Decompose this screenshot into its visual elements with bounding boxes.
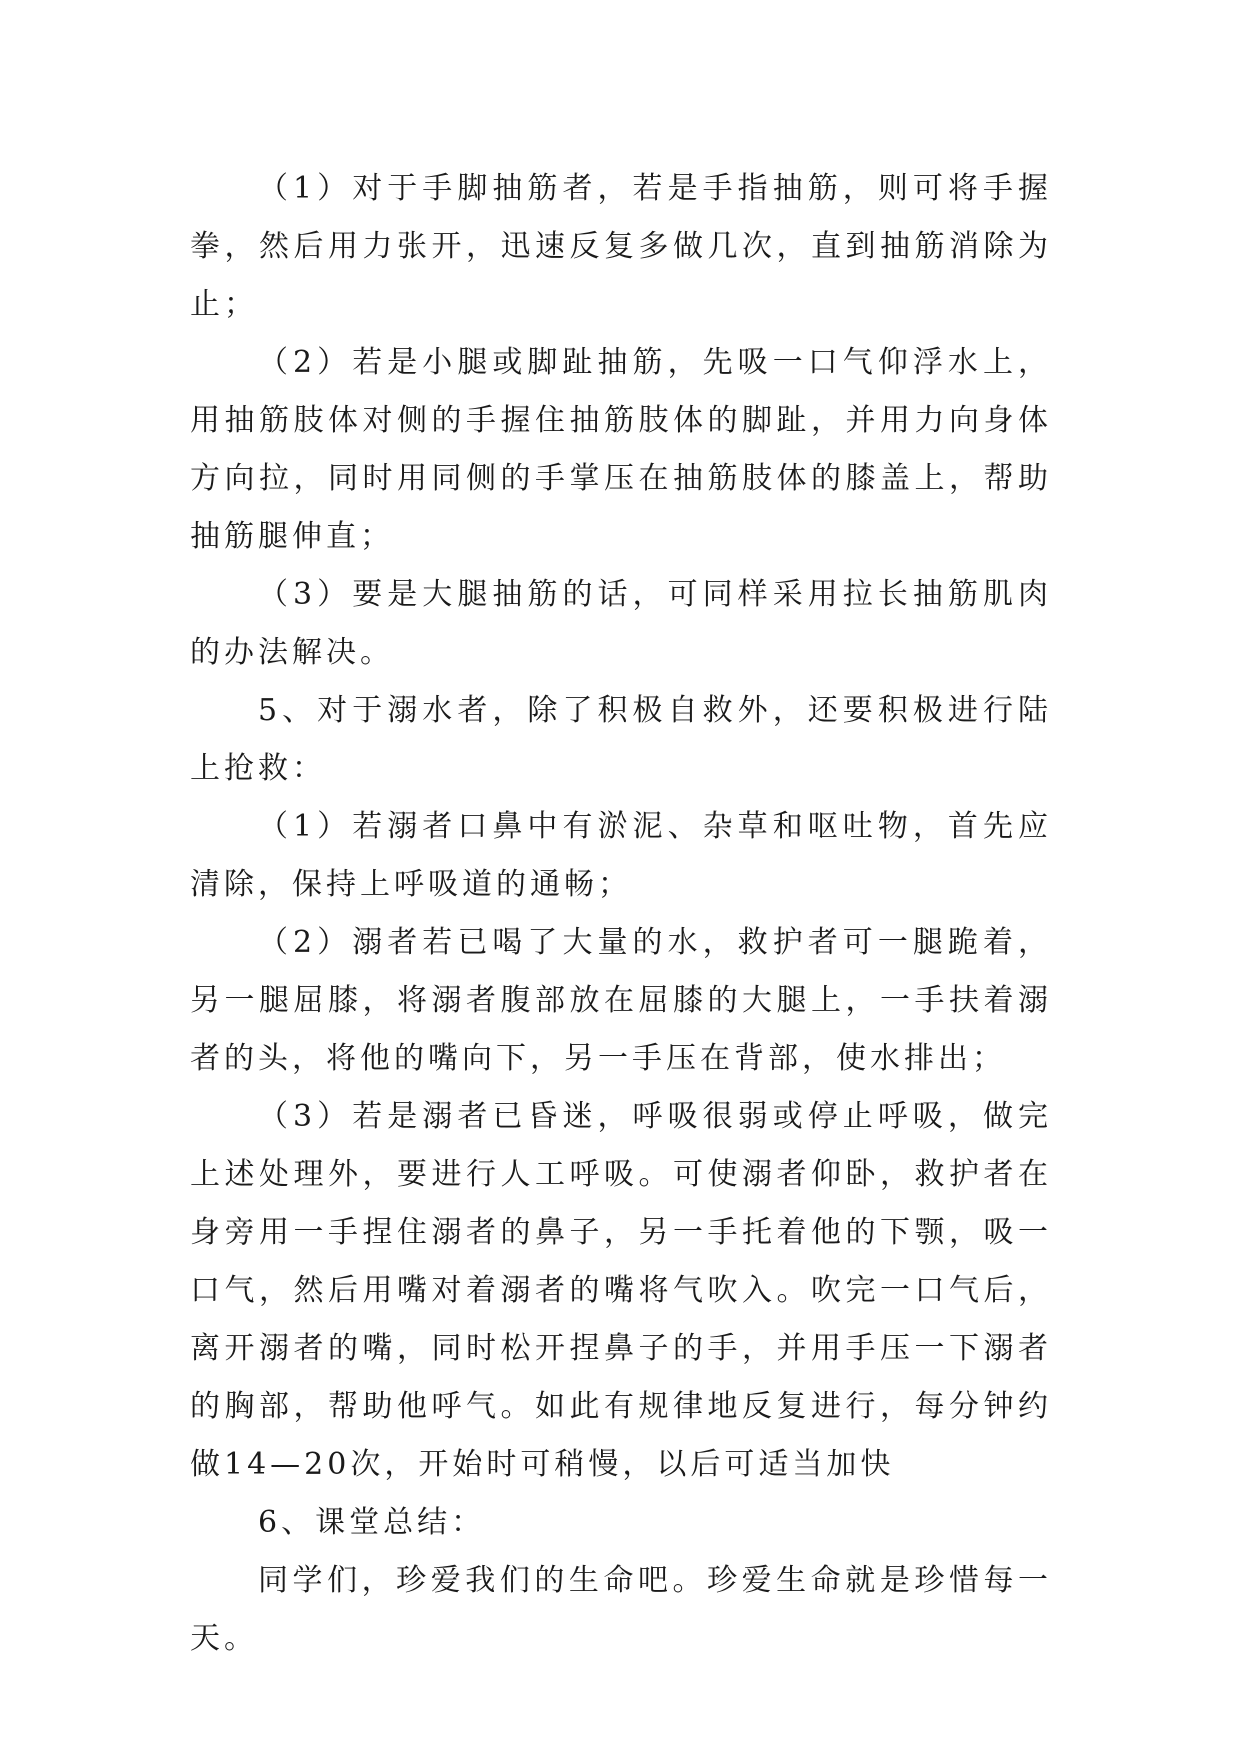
document-body: [190, 160, 1052, 1668]
paragraph-section-5-heading: 5、对于溺水者，除了积极自救外，还要积极进行陆上抢救：: [190, 693, 1052, 786]
paragraph-closing: 同学们，珍爱我们的生命吧。珍爱生命就是珍惜每一天。: [190, 1563, 1052, 1656]
paragraph-calf-toe-cramp: （2）若是小腿或脚趾抽筋，先吸一口气仰浮水上，用抽筋肢体对侧的手握住抽筋肢体的脚趾，并用力向身体方向拉，同时用同侧的手掌压在抽筋肢体的膝盖上，帮助抽筋腿伸直；: [190, 345, 1052, 554]
paragraph-artificial-respiration: （3）若是溺者已昏迷，呼吸很弱或停止呼吸，做完上述处理外，要进行人工呼吸。可使溺者仰卧，救护者在身旁用一手捏住溺者的鼻子，另一手托着他的下颚，吸一口气，然后用嘴对着溺者的嘴将气吹入。吹完一口气后，离开溺者的嘴，同时松开捏鼻子的手，并用手压一下溺者的胸部，帮助他呼气。如此有规律地反复进行，每分钟约做14—20次，开始时可稍慢，以后可适当加快: [190, 1099, 1052, 1482]
paragraph-hand-cramp: （1）对于手脚抽筋者，若是手指抽筋，则可将手握拳，然后用力张开，迅速反复多做几次，直到抽筋消除为止；: [190, 171, 1052, 322]
paragraph-section-6-heading: 6、课堂总结：: [258, 1505, 486, 1540]
paragraph-drain-water: （2）溺者若已喝了大量的水，救护者可一腿跪着，另一腿屈膝，将溺者腹部放在屈膝的大腿上，一手扶着溺者的头，将他的嘴向下，另一手压在背部，使水排出；: [190, 925, 1052, 1076]
paragraph-clear-airway: （1）若溺者口鼻中有淤泥、杂草和呕吐物，首先应清除，保持上呼吸道的通畅；: [190, 809, 1052, 902]
paragraph-thigh-cramp: （3）要是大腿抽筋的话，可同样采用拉长抽筋肌肉的办法解决。: [190, 577, 1052, 670]
